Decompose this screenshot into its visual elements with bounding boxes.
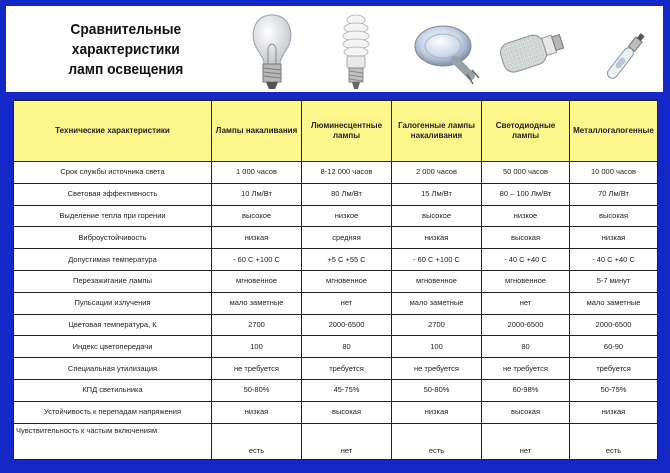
table-row	[14, 379, 658, 401]
value-cell: 100	[212, 336, 302, 358]
row-label-cell: Допустимая температура	[14, 249, 212, 271]
value-cell: 80 – 100 Лм/Вт	[482, 183, 570, 205]
value-cell: 45-75%	[302, 379, 392, 401]
value-cell: высокое	[212, 205, 302, 227]
value-cell: 10 000 часов	[570, 162, 658, 184]
value-cell: 1 000 часов	[212, 162, 302, 184]
value-cell: нет	[302, 292, 392, 314]
value-cell: высокая	[482, 401, 570, 423]
table-row	[14, 162, 658, 184]
value-cell: не требуется	[212, 358, 302, 380]
value-cell: есть	[570, 423, 658, 459]
row-label-cell: Цветовая температура, К	[14, 314, 212, 336]
value-cell: 8-12 000 часов	[302, 162, 392, 184]
value-cell: 50-75%	[570, 379, 658, 401]
value-cell: нет	[482, 423, 570, 459]
value-cell: низкое	[302, 205, 392, 227]
value-cell: 60-90	[570, 336, 658, 358]
page-title	[20, 20, 232, 80]
row-label-cell: Световая эффективность	[14, 183, 212, 205]
incandescent-bulb-icon	[248, 12, 296, 92]
row-label-cell: Устойчивость к перепадам напряжения	[14, 401, 212, 423]
metal-halide-tube-lamp-icon	[601, 26, 651, 86]
row-label-cell: Выделение тепла при горении	[14, 205, 212, 227]
column-header: Металлогалогенные	[570, 101, 658, 162]
value-cell: - 60 С +100 С	[392, 249, 482, 271]
halogen-reflector-lamp-icon	[411, 20, 483, 88]
value-cell: мгновенное	[302, 270, 392, 292]
value-cell: низкая	[392, 401, 482, 423]
value-cell: 10 Лм/Вт	[212, 183, 302, 205]
title-line-2: ламп освещения	[68, 61, 184, 78]
fluorescent-spiral-bulb-icon	[336, 12, 376, 94]
table-row	[14, 292, 658, 314]
table-row	[14, 358, 658, 380]
comparison-table	[13, 100, 658, 460]
value-cell: 60-98%	[482, 379, 570, 401]
value-cell: 70 Лм/Вт	[570, 183, 658, 205]
table-row	[14, 401, 658, 423]
value-cell: не требуется	[482, 358, 570, 380]
value-cell: есть	[392, 423, 482, 459]
table-row	[14, 314, 658, 336]
value-cell: низкая	[212, 227, 302, 249]
row-label-cell: Индекс цветопередачи	[14, 336, 212, 358]
value-cell: низкая	[392, 227, 482, 249]
value-cell: - 40 С +40 С	[482, 249, 570, 271]
table-row	[14, 183, 658, 205]
value-cell: низкая	[570, 227, 658, 249]
value-cell: высокая	[302, 401, 392, 423]
value-cell: 15 Лм/Вт	[392, 183, 482, 205]
value-cell: мгновенное	[392, 270, 482, 292]
row-label-cell: Перезажигание лампы	[14, 270, 212, 292]
value-cell: 2000-6500	[482, 314, 570, 336]
value-cell: низкая	[212, 401, 302, 423]
table-row	[14, 270, 658, 292]
column-header: Технические характеристики	[14, 101, 212, 162]
value-cell: 80	[302, 336, 392, 358]
row-label-cell: Виброустойчивость	[14, 227, 212, 249]
table-header-row	[14, 101, 658, 162]
value-cell: +5 С +55 С	[302, 249, 392, 271]
table-row	[14, 205, 658, 227]
value-cell: 2700	[392, 314, 482, 336]
value-cell: - 60 С +100 С	[212, 249, 302, 271]
value-cell: мгновенное	[212, 270, 302, 292]
value-cell: 80 Лм/Вт	[302, 183, 392, 205]
value-cell: 2000-6500	[570, 314, 658, 336]
value-cell: мало заметные	[570, 292, 658, 314]
value-cell: нет	[482, 292, 570, 314]
column-header: Люминесцентные лампы	[302, 101, 392, 162]
value-cell: нет	[302, 423, 392, 459]
row-label-cell: КПД светильника	[14, 379, 212, 401]
table-row	[14, 423, 658, 459]
led-corn-bulb-icon	[496, 20, 568, 88]
row-label-cell: Специальная утилизация	[14, 358, 212, 380]
value-cell: мало заметные	[392, 292, 482, 314]
value-cell: средняя	[302, 227, 392, 249]
column-header: Лампы накаливания	[212, 101, 302, 162]
value-cell: 50 000 часов	[482, 162, 570, 184]
header-panel	[6, 6, 663, 92]
value-cell: 80	[482, 336, 570, 358]
value-cell: низкая	[570, 401, 658, 423]
value-cell: требуется	[302, 358, 392, 380]
value-cell: высокое	[392, 205, 482, 227]
value-cell: 100	[392, 336, 482, 358]
title-line-1: Сравнительные характеристики	[70, 21, 182, 58]
value-cell: требуется	[570, 358, 658, 380]
value-cell: - 40 С +40 С	[570, 249, 658, 271]
value-cell: не требуется	[392, 358, 482, 380]
value-cell: высокая	[482, 227, 570, 249]
value-cell: 2700	[212, 314, 302, 336]
value-cell: 2000-6500	[302, 314, 392, 336]
value-cell: 50-80%	[392, 379, 482, 401]
column-header: Галогенные лампы накаливания	[392, 101, 482, 162]
value-cell: 50-80%	[212, 379, 302, 401]
row-label-cell: Чувствительность к частым включениям	[14, 423, 212, 459]
table-row	[14, 249, 658, 271]
column-header: Светодиодные лампы	[482, 101, 570, 162]
value-cell: есть	[212, 423, 302, 459]
table-row	[14, 336, 658, 358]
value-cell: мало заметные	[212, 292, 302, 314]
row-label-cell: Пульсации излучения	[14, 292, 212, 314]
value-cell: мгновенное	[482, 270, 570, 292]
row-label-cell: Срок службы источника света	[14, 162, 212, 184]
value-cell: низкое	[482, 205, 570, 227]
value-cell: высокая	[570, 205, 658, 227]
table-row	[14, 227, 658, 249]
value-cell: 5-7 минут	[570, 270, 658, 292]
value-cell: 2 000 часов	[392, 162, 482, 184]
